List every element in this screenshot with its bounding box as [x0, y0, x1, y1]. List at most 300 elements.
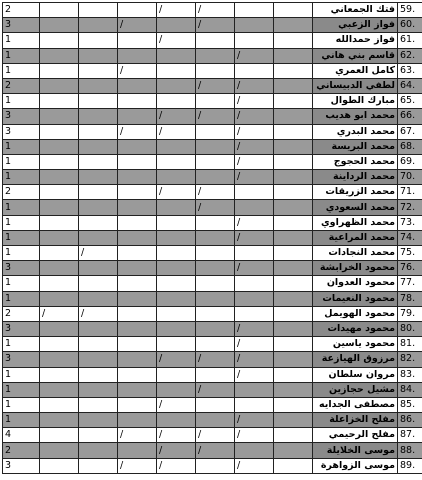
mark-cell [118, 109, 157, 124]
mark-cell [274, 261, 313, 276]
row-number: 89. [398, 458, 422, 473]
mark-cell [274, 109, 313, 124]
person-name: مروان سلطان [313, 367, 398, 382]
table-row [3, 200, 422, 215]
person-name: مبارك الطوال [313, 94, 398, 109]
mark-cell [196, 124, 235, 139]
table-row [3, 382, 422, 397]
mark-cell [79, 428, 118, 443]
mark-cell [40, 397, 79, 412]
person-name: مصطفى الجدايه [313, 397, 398, 412]
row-number: 70. [398, 170, 422, 185]
row-total-value: 1 [3, 94, 40, 109]
mark-cell [79, 321, 118, 336]
mark-cell [118, 443, 157, 458]
mark-cell [196, 154, 235, 169]
mark-cell [157, 200, 196, 215]
mark-cell [79, 170, 118, 185]
table-row [3, 443, 422, 458]
person-name: محمد الحجوج [313, 154, 398, 169]
mark-cell: / [235, 230, 274, 245]
mark-cell [196, 170, 235, 185]
table-row [3, 33, 422, 48]
mark-cell: / [235, 413, 274, 428]
mark-cell [40, 458, 79, 473]
mark-cell [157, 139, 196, 154]
person-name: محمود العدوان [313, 276, 398, 291]
mark-cell [274, 352, 313, 367]
row-total-value: 1 [3, 397, 40, 412]
mark-cell [79, 215, 118, 230]
mark-cell [40, 170, 79, 185]
table-row [3, 337, 422, 352]
row-total-value: 1 [3, 246, 40, 261]
mark-cell: / [196, 109, 235, 124]
person-name: محمد الظهراوي [313, 215, 398, 230]
mark-cell [196, 261, 235, 276]
row-number: 67. [398, 124, 422, 139]
row-total-value: 1 [3, 230, 40, 245]
row-total-value: 3 [3, 352, 40, 367]
mark-cell [196, 246, 235, 261]
mark-cell [235, 200, 274, 215]
mark-cell: / [157, 185, 196, 200]
row-number: 86. [398, 413, 422, 428]
person-name: محمود ياسين [313, 337, 398, 352]
mark-cell: / [157, 352, 196, 367]
row-number: 59. [398, 3, 422, 18]
mark-cell [118, 246, 157, 261]
mark-cell [40, 291, 79, 306]
mark-cell [118, 337, 157, 352]
mark-cell [40, 200, 79, 215]
mark-cell [235, 3, 274, 18]
mark-cell [274, 48, 313, 63]
mark-cell [79, 261, 118, 276]
person-name: محمود الخرابشة [313, 261, 398, 276]
person-name: فتك الجمعاني [313, 3, 398, 18]
mark-cell [196, 48, 235, 63]
row-number: 81. [398, 337, 422, 352]
mark-cell [40, 413, 79, 428]
mark-cell [40, 109, 79, 124]
row-number: 88. [398, 443, 422, 458]
table-row [3, 458, 422, 473]
row-number: 66. [398, 109, 422, 124]
mark-cell [196, 306, 235, 321]
mark-cell [196, 458, 235, 473]
mark-cell: / [196, 78, 235, 93]
mark-cell [157, 94, 196, 109]
mark-cell: / [235, 124, 274, 139]
mark-cell [274, 63, 313, 78]
person-name: محمود مهيدات [313, 321, 398, 336]
mark-cell: / [235, 109, 274, 124]
row-total-value: 3 [3, 321, 40, 336]
row-number: 74. [398, 230, 422, 245]
mark-cell: / [157, 397, 196, 412]
row-total-value: 2 [3, 185, 40, 200]
mark-cell [196, 276, 235, 291]
table-row [3, 306, 422, 321]
mark-cell [196, 139, 235, 154]
row-number: 62. [398, 48, 422, 63]
row-total-value: 3 [3, 458, 40, 473]
mark-cell [274, 3, 313, 18]
mark-cell [79, 63, 118, 78]
mark-cell [118, 33, 157, 48]
mark-cell [79, 109, 118, 124]
mark-cell [274, 306, 313, 321]
row-number: 85. [398, 397, 422, 412]
row-number: 72. [398, 200, 422, 215]
mark-cell: / [118, 63, 157, 78]
mark-cell [274, 443, 313, 458]
mark-cell [79, 367, 118, 382]
mark-cell: / [79, 246, 118, 261]
mark-cell [40, 94, 79, 109]
mark-cell [196, 63, 235, 78]
mark-cell [157, 382, 196, 397]
mark-cell [118, 230, 157, 245]
mark-cell [157, 230, 196, 245]
mark-cell [274, 215, 313, 230]
row-total-value: 1 [3, 63, 40, 78]
mark-cell [274, 18, 313, 33]
mark-cell [79, 443, 118, 458]
mark-cell [118, 185, 157, 200]
mark-cell: / [196, 352, 235, 367]
person-name: موسى الزواهرة [313, 458, 398, 473]
mark-cell [40, 124, 79, 139]
table-row [3, 139, 422, 154]
mark-cell [235, 397, 274, 412]
row-total-value: 1 [3, 33, 40, 48]
row-total-value: 1 [3, 276, 40, 291]
row-number: 79. [398, 306, 422, 321]
mark-cell [235, 246, 274, 261]
row-total-value: 1 [3, 215, 40, 230]
mark-cell [40, 352, 79, 367]
mark-cell: / [79, 306, 118, 321]
mark-cell [118, 94, 157, 109]
table-row [3, 18, 422, 33]
mark-cell: / [235, 261, 274, 276]
mark-cell: / [157, 109, 196, 124]
mark-cell [196, 291, 235, 306]
mark-cell [157, 276, 196, 291]
mark-cell [79, 291, 118, 306]
row-number: 80. [398, 321, 422, 336]
row-total-value: 1 [3, 337, 40, 352]
mark-cell [235, 306, 274, 321]
mark-cell [157, 170, 196, 185]
mark-cell [118, 291, 157, 306]
mark-cell: / [235, 458, 274, 473]
mark-cell [40, 185, 79, 200]
mark-cell: / [196, 428, 235, 443]
mark-cell [274, 367, 313, 382]
row-number: 68. [398, 139, 422, 154]
person-name: محمود النعيمات [313, 291, 398, 306]
mark-cell [157, 18, 196, 33]
mark-cell [274, 185, 313, 200]
mark-cell [118, 3, 157, 18]
row-total-value: 1 [3, 170, 40, 185]
mark-cell [235, 443, 274, 458]
mark-cell [118, 215, 157, 230]
mark-cell [118, 352, 157, 367]
mark-cell: / [196, 443, 235, 458]
row-total-value: 1 [3, 48, 40, 63]
mark-cell [157, 63, 196, 78]
mark-cell [196, 337, 235, 352]
mark-cell: / [235, 94, 274, 109]
mark-cell [79, 139, 118, 154]
mark-cell [274, 170, 313, 185]
mark-cell [40, 230, 79, 245]
mark-cell [40, 215, 79, 230]
mark-cell [235, 291, 274, 306]
mark-cell: / [235, 78, 274, 93]
mark-cell: / [235, 352, 274, 367]
row-number: 78. [398, 291, 422, 306]
row-total-value: 1 [3, 367, 40, 382]
mark-cell [157, 306, 196, 321]
row-total-value: 1 [3, 413, 40, 428]
mark-cell [118, 382, 157, 397]
mark-cell [235, 276, 274, 291]
mark-cell: / [157, 33, 196, 48]
mark-cell: / [157, 458, 196, 473]
row-number: 82. [398, 352, 422, 367]
row-number: 71. [398, 185, 422, 200]
table-row [3, 63, 422, 78]
mark-cell [157, 337, 196, 352]
row-total-value: 1 [3, 200, 40, 215]
row-number: 73. [398, 215, 422, 230]
mark-cell: / [235, 139, 274, 154]
table-row [3, 428, 422, 443]
mark-cell [79, 3, 118, 18]
table-row [3, 321, 422, 336]
mark-cell: / [118, 428, 157, 443]
mark-cell [196, 321, 235, 336]
row-total-value: 3 [3, 109, 40, 124]
mark-cell [274, 200, 313, 215]
mark-cell [196, 94, 235, 109]
mark-cell [118, 306, 157, 321]
mark-cell [196, 367, 235, 382]
row-total-value: 1 [3, 139, 40, 154]
score-sheet [2, 2, 422, 474]
mark-cell [274, 458, 313, 473]
mark-cell [79, 397, 118, 412]
person-name: محمد المراعية [313, 230, 398, 245]
row-number: 63. [398, 63, 422, 78]
mark-cell [196, 215, 235, 230]
mark-cell [40, 443, 79, 458]
mark-cell: / [118, 18, 157, 33]
mark-cell [40, 63, 79, 78]
table-row [3, 367, 422, 382]
row-total-value: 2 [3, 443, 40, 458]
mark-cell [274, 276, 313, 291]
mark-cell [118, 170, 157, 185]
person-name: فواز حمدالله [313, 33, 398, 48]
person-name: مرزوق الهيازعة [313, 352, 398, 367]
mark-cell [118, 261, 157, 276]
mark-cell [274, 94, 313, 109]
mark-cell [235, 185, 274, 200]
mark-cell: / [235, 367, 274, 382]
person-name: محمد ابو هديب [313, 109, 398, 124]
person-name: قاسم بني هاني [313, 48, 398, 63]
person-name: محمد النجادات [313, 246, 398, 261]
mark-cell [157, 367, 196, 382]
table-row [3, 230, 422, 245]
mark-cell [274, 246, 313, 261]
mark-cell [157, 321, 196, 336]
mark-cell [40, 321, 79, 336]
mark-cell [118, 48, 157, 63]
table-row [3, 109, 422, 124]
row-number: 69. [398, 154, 422, 169]
row-number: 75. [398, 246, 422, 261]
mark-cell [118, 321, 157, 336]
person-name: موسى الخلايلة [313, 443, 398, 458]
mark-cell [40, 3, 79, 18]
table-row [3, 124, 422, 139]
mark-cell: / [40, 306, 79, 321]
table-row [3, 3, 422, 18]
mark-cell [118, 78, 157, 93]
mark-cell [40, 428, 79, 443]
person-name: محمود الهويمل [313, 306, 398, 321]
mark-cell [40, 246, 79, 261]
mark-cell: / [196, 382, 235, 397]
mark-cell [235, 33, 274, 48]
mark-cell: / [157, 3, 196, 18]
mark-cell [79, 78, 118, 93]
mark-cell: / [196, 18, 235, 33]
person-name: كامل العمري [313, 63, 398, 78]
mark-cell: / [235, 154, 274, 169]
mark-cell [118, 139, 157, 154]
row-total-value: 3 [3, 18, 40, 33]
row-total-value: 2 [3, 306, 40, 321]
table-row [3, 397, 422, 412]
mark-cell [157, 246, 196, 261]
mark-cell [235, 382, 274, 397]
row-number: 65. [398, 94, 422, 109]
mark-cell [157, 154, 196, 169]
mark-cell [79, 230, 118, 245]
mark-cell [40, 276, 79, 291]
mark-cell: / [196, 3, 235, 18]
mark-cell [40, 154, 79, 169]
person-name: محمد السعودي [313, 200, 398, 215]
table-row [3, 215, 422, 230]
mark-cell [79, 185, 118, 200]
mark-cell [79, 18, 118, 33]
mark-cell [118, 154, 157, 169]
mark-cell [274, 33, 313, 48]
mark-cell [79, 33, 118, 48]
mark-cell: / [235, 337, 274, 352]
mark-cell [79, 154, 118, 169]
mark-cell [40, 48, 79, 63]
mark-cell [40, 33, 79, 48]
mark-cell [157, 48, 196, 63]
mark-cell [157, 78, 196, 93]
table-row [3, 291, 422, 306]
mark-cell [274, 382, 313, 397]
table-row [3, 170, 422, 185]
mark-cell [235, 18, 274, 33]
table-row [3, 413, 422, 428]
mark-cell [196, 413, 235, 428]
person-name: لطفي الدبيساني [313, 78, 398, 93]
person-name: مفلح الرحيمي [313, 428, 398, 443]
person-name: محمد البدري [313, 124, 398, 139]
mark-cell [40, 367, 79, 382]
table-row [3, 154, 422, 169]
mark-cell [274, 154, 313, 169]
mark-cell [118, 367, 157, 382]
mark-cell [274, 78, 313, 93]
row-total-value: 1 [3, 154, 40, 169]
table-row [3, 276, 422, 291]
table-row [3, 48, 422, 63]
table-row [3, 261, 422, 276]
person-name: مشيل حجازين [313, 382, 398, 397]
table-row [3, 352, 422, 367]
table-row [3, 94, 422, 109]
mark-cell: / [235, 48, 274, 63]
mark-cell: / [235, 321, 274, 336]
mark-cell [40, 337, 79, 352]
row-total-value: 3 [3, 261, 40, 276]
row-total-value: 2 [3, 78, 40, 93]
mark-cell: / [196, 185, 235, 200]
mark-cell [235, 63, 274, 78]
person-name: محمد الزريقات [313, 185, 398, 200]
mark-cell: / [235, 170, 274, 185]
mark-cell: / [196, 200, 235, 215]
row-total-value: 2 [3, 3, 40, 18]
row-number: 64. [398, 78, 422, 93]
mark-cell [79, 200, 118, 215]
person-name: مفلح الخزاعلة [313, 413, 398, 428]
mark-cell [79, 337, 118, 352]
mark-cell [40, 261, 79, 276]
person-name: محمد البريسة [313, 139, 398, 154]
mark-cell [118, 397, 157, 412]
mark-cell: / [118, 124, 157, 139]
person-name: محمد الرداينة [313, 170, 398, 185]
mark-cell: / [235, 215, 274, 230]
mark-cell: / [235, 428, 274, 443]
mark-cell [40, 18, 79, 33]
mark-cell [196, 230, 235, 245]
mark-cell [274, 230, 313, 245]
attendance-table [2, 2, 422, 474]
row-total-value: 3 [3, 124, 40, 139]
mark-cell [79, 94, 118, 109]
mark-cell [157, 261, 196, 276]
mark-cell [79, 413, 118, 428]
